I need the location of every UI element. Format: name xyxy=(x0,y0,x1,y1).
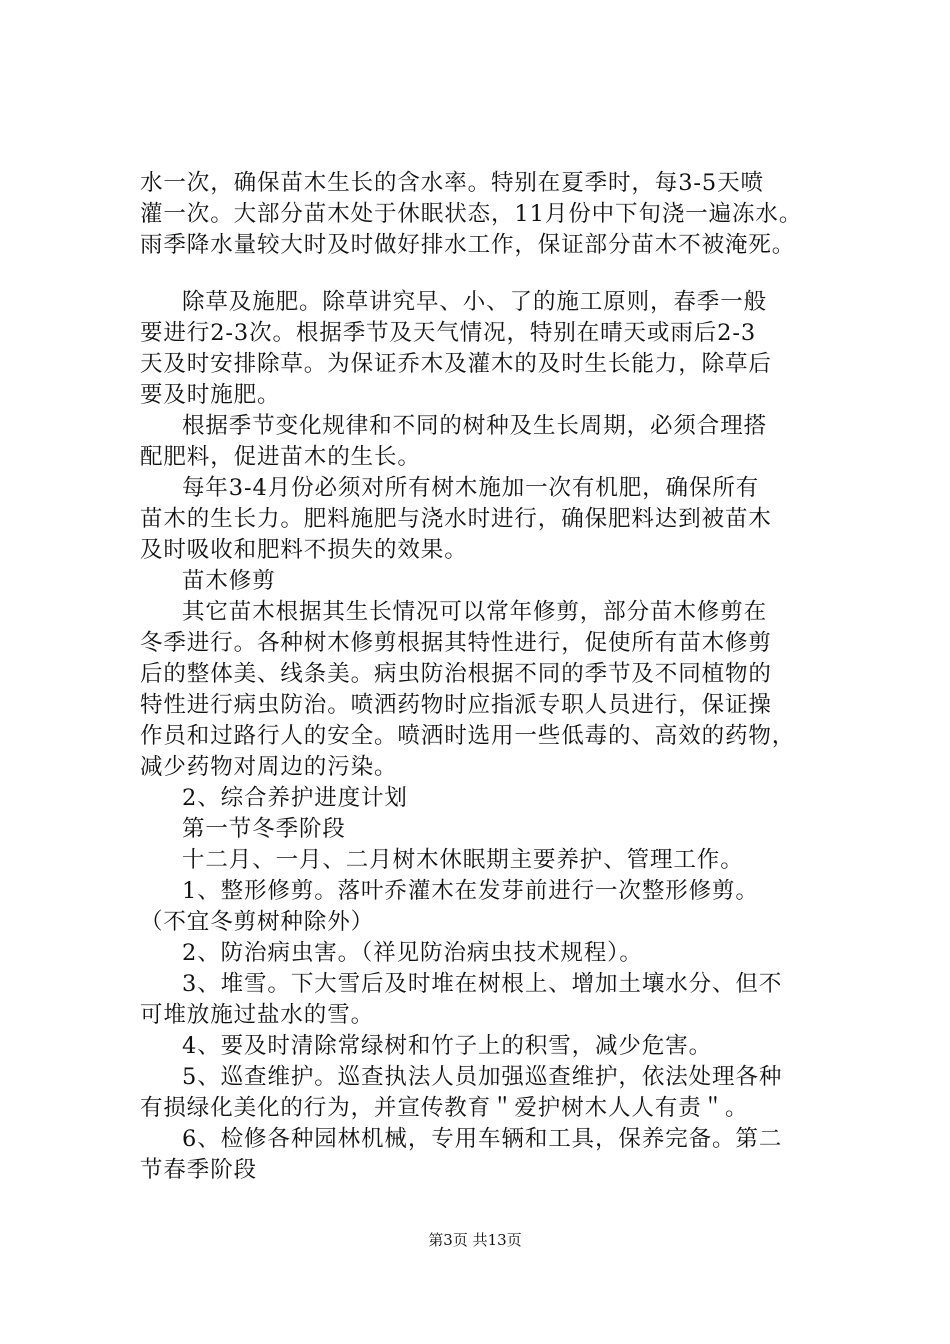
paragraph xyxy=(140,597,840,783)
text-line: 配肥料，促进苗木的生长。 xyxy=(140,444,421,470)
paragraph xyxy=(140,845,840,876)
paragraph xyxy=(140,1124,840,1186)
text-line: 2、综合养护进度计划 xyxy=(182,785,408,811)
text-line: 6、检修各种园林机械，专用车辆和工具，保养完备。第二 xyxy=(182,1126,783,1152)
paragraph xyxy=(140,876,840,938)
text-line: 要进行2-3次。根据季节及天气情况，特别在晴天或雨后2-3 xyxy=(140,320,757,346)
text-line: 其它苗木根据其生长情况可以常年修剪，部分苗木修剪在 xyxy=(182,599,768,625)
text-line: 十二月、一月、二月树木休眠期主要养护、管理工作。 xyxy=(182,847,744,873)
text-line: 根据季节变化规律和不同的树种及生长周期，必须合理搭 xyxy=(182,413,768,439)
text-line: 5、巡查维护。巡查执法人员加强巡查维护，依法处理各种 xyxy=(182,1064,783,1090)
text-line: 可堆放施过盐水的雪。 xyxy=(140,1002,375,1028)
text-line: 第一节冬季阶段 xyxy=(182,816,346,842)
paragraph xyxy=(140,473,840,566)
text-line: 苗木修剪 xyxy=(182,568,276,594)
text-line: 灌一次。大部分苗木处于休眠状态，11月份中下旬浇一遍冻水。 xyxy=(140,201,803,227)
text-line: 节春季阶段 xyxy=(140,1157,258,1183)
text-line: 有损绿化美化的行为，并宣传教育＂爱护树木人人有责＂。 xyxy=(140,1095,749,1121)
page-footer: 第3页 共13页 xyxy=(428,1231,522,1249)
text-line: 每年3-4月份必须对所有树木施加一次有机肥，确保所有 xyxy=(182,475,760,501)
text-line: 及时吸收和肥料不损失的效果。 xyxy=(140,537,468,563)
text-line: 雨季降水量较大时及时做好排水工作，保证部分苗木不被淹死。 xyxy=(140,232,796,258)
text-line: 减少药物对周边的污染。 xyxy=(140,754,398,780)
text-line: 冬季进行。各种树木修剪根据其特性进行，促使所有苗木修剪 xyxy=(140,630,772,656)
text-line: 1、整形修剪。落叶乔灌木在发芽前进行一次整形修剪。 xyxy=(182,878,759,904)
paragraph xyxy=(140,287,840,411)
text-line: 后的整体美、线条美。病虫防治根据不同的季节及不同植物的 xyxy=(140,661,772,687)
paragraph xyxy=(140,1062,840,1124)
paragraph xyxy=(140,814,840,845)
text-line: 2、防治病虫害。（祥见防治病虫技术规程）。 xyxy=(182,940,643,966)
text-line: 3、堆雪。下大雪后及时堆在树根上、增加土壤水分、但不 xyxy=(182,971,783,997)
paragraph xyxy=(140,168,840,261)
text-line: （不宜冬剪树种除外） xyxy=(140,909,375,935)
text-line: 作员和过路行人的安全。喷洒时选用一些低毒的、高效的药物， xyxy=(140,723,796,749)
paragraph-gap xyxy=(140,261,840,287)
paragraph xyxy=(140,969,840,1031)
text-line: 要及时施肥。 xyxy=(140,382,281,408)
text-line: 除草及施肥。除草讲究早、小、了的施工原则，春季一般 xyxy=(182,289,768,315)
text-line: 特性进行病虫防治。喷洒药物时应指派专职人员进行，保证操 xyxy=(140,692,772,718)
paragraph xyxy=(140,411,840,473)
text-line: 天及时安排除草。为保证乔木及灌木的及时生长能力，除草后 xyxy=(140,351,772,377)
text-line: 水一次，确保苗木生长的含水率。特别在夏季时，每3-5天喷 xyxy=(140,170,764,196)
text-line: 4、要及时清除常绿树和竹子上的积雪，减少危害。 xyxy=(182,1033,713,1059)
text-line: 苗木的生长力。肥料施肥与浇水时进行，确保肥料达到被苗木 xyxy=(140,506,772,532)
document-body xyxy=(140,168,840,1186)
paragraph xyxy=(140,1031,840,1062)
paragraph xyxy=(140,566,840,597)
paragraph xyxy=(140,783,840,814)
paragraph xyxy=(140,938,840,969)
